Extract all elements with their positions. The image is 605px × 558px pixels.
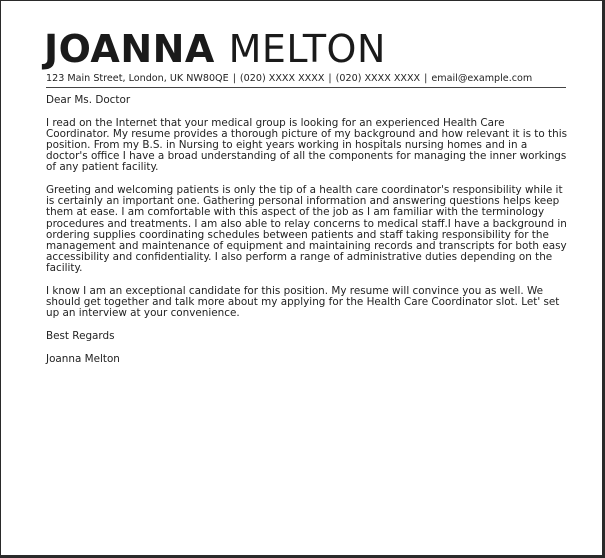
contact-separator: | xyxy=(328,73,332,84)
contact-line xyxy=(46,72,566,88)
first-name: JOANNA xyxy=(44,27,215,71)
contact-separator: | xyxy=(232,73,236,84)
contact-email: email@example.com xyxy=(431,73,533,84)
contact-separator: | xyxy=(424,73,428,84)
paragraph-1: I read on the Internet that your medical group is looking for an experienced Health Care Coordinator. My resume provides a thorough picture of my background and how relevant it is to this position. From my B.S. in Nursing to eight years working in hospitals nursing homes and in a doctor's office I have a broad understanding of all the components for managing the inner workings of any patient facility. xyxy=(46,116,568,174)
closing: Best Regards xyxy=(46,330,115,343)
greeting: Dear Ms. Doctor xyxy=(46,94,131,106)
last-name: MELTON xyxy=(228,27,386,71)
letter-body xyxy=(46,95,571,376)
applicant-name xyxy=(44,27,386,71)
contact-phone-1: (020) XXXX XXXX xyxy=(239,73,325,84)
contact-address: 123 Main Street, London, UK NW80QE xyxy=(46,73,229,84)
signature: Joanna Melton xyxy=(46,352,120,365)
paragraph-3: I know I am an exceptional candidate for this position. My resume will convince you as well. We should get together and talk more about my applying for the Health Care Coordinator slot. Let' set up an interview at your convenience. xyxy=(46,285,560,320)
paragraph-2: Greeting and welcoming patients is only the tip of a health care coordinator's responsibility while it is certainly an important one. Gathering personal information and answering questions helps keep them at ease. I am comfortable with this aspect of the job as I am familiar with the terminology procedures and treatments. I am also able to relay concerns to medical staff.I have a background in ordering supplies coordinating schedules between patients and staff taking responsibility for the management and maintenance of equipment and maintaining records and transcripts for both easy accessibility and confidentiality. I also perform a range of administrative duties depending on the facility. xyxy=(46,184,567,275)
contact-phone-2: (020) XXXX XXXX xyxy=(335,73,421,84)
